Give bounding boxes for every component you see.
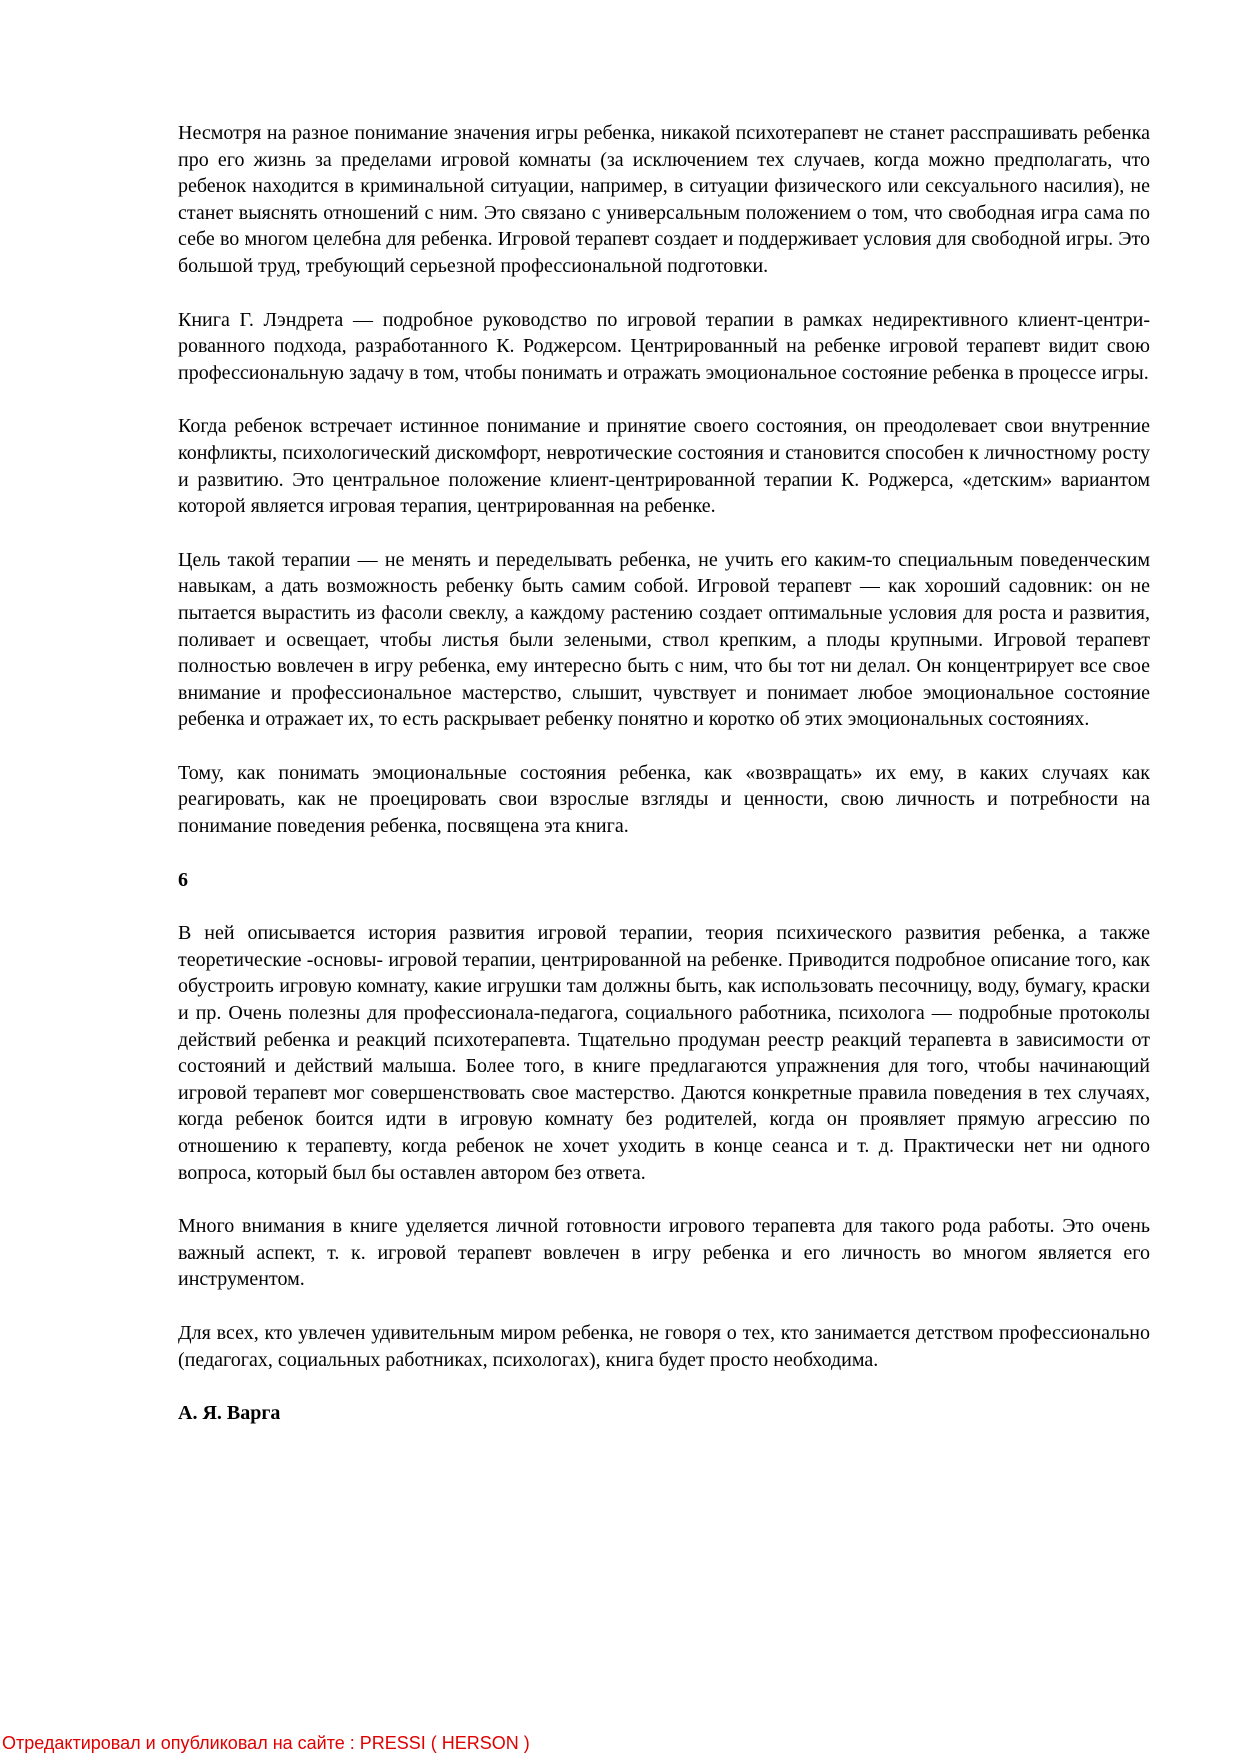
page-number: 6	[178, 868, 188, 891]
paragraph: Книга Г. Лэндрета — подробное руководство по игровой терапии в рамках недирективного клиент-центри-рованного подхода, разработанного К. Роджерсом. Центрированный на ребенке игровой терапевт видит свою профессиональную задачу в том, чтобы понимать и отражать эмоциональное состояние ребенка в процессе игры.	[178, 308, 1150, 384]
paragraph: Когда ребенок встречает истинное понимание и принятие своего состояния, он преодолевает свои внутренние конфликты, психологический дискомфорт, невротические состояния и становится способен к личностному росту и развитию. Это центральное положение клиент-центрированной терапии К. Роджерса, «детским» вариантом которой является игровая терапия, центрированная на ребенке.	[178, 415, 1150, 518]
paragraph: В ней описывается история развития игровой терапии, теория психического развития ребенка, а также теоретические -основы- игровой терапии, центрированной на ребенке. Приводится подробное описание того, как обустроить игровую комнату, какие игрушки там должны быть, как использовать песочницу, воду, бумагу, краски и пр. Очень полезны для профессионала-педагога, социального работника, психолога — подробные протоколы действий ребенка и реакций психотерапевта. Тщательно продуман реестр реакций терапевта в зависимости от состояний и действий малыша. Более того, в книге предлагаются упражнения для того, чтобы начинающий игровой терапевт мог совершенствовать свое мастерство. Даются конкретные правила поведения в тех случаях, когда ребенок боится идти в игровую комнату без родителей, когда он проявляет прямую агрессию по отношению к терапевту, когда ребенок не хочет уходить в конце сеанса и т. д. Практически нет ни одного вопроса, который был бы оставлен автором без ответа.	[178, 922, 1150, 1184]
paragraph: Для всех, кто увлечен удивительным миром ребенка, не говоря о тех, кто занимается детством профессионально (педагогах, социальных работниках, психологах), книга будет просто необходима.	[178, 1321, 1150, 1371]
footer-credit: Отредактировал и опубликовал на сайте : PRESSI ( HERSON )	[2, 1733, 530, 1753]
paragraph: Много внимания в книге уделяется личной готовности игрового терапевта для такого рода работы. Это очень важный аспект, т. к. игровой терапевт вовлечен в игру ребенка и его личность во многом является его инструментом.	[178, 1215, 1150, 1291]
document-body	[178, 120, 1150, 1427]
paragraph: Тому, как понимать эмоциональные состояния ребенка, как «возвращать» их ему, в каких случаях как реагировать, как не проецировать свои взрослые взгляды и ценности, свою личность и потребности на понимание поведения ребенка, посвящена эта книга.	[178, 761, 1150, 838]
paragraph: Цель такой терапии — не менять и переделывать ребенка, не учить его каким-то специальным поведенческим навыкам, а дать возможность ребенку быть самим собой. Игровой терапевт — как хороший садовник: он не пытается вырастить из фасоли свеклу, а каждому растению создает оптимальные условия для роста и развития, поливает и освещает, чтобы листья были зелеными, ствол крепким, а плоды крупными. Игровой терапевт полностью вовлечен в игру ребенка, ему интересно быть с ним, что бы тот ни делал. Он концентрирует все свое внимание и профессиональное мастерство, слышит, чувствует и понимает любое эмоциональное состояние ребенка и отражает их, то есть раскрывает ребенку понятно и коротко об этих эмоциональных состояниях.	[178, 548, 1150, 731]
author-signature: А. Я. Варга	[178, 1402, 281, 1425]
paragraph: Несмотря на разное понимание значения игры ребенка, никакой психотерапевт не станет расспрашивать ребенка про его жизнь за пределами игровой комнаты (за исключением тех случаев, когда можно предполагать, что ребенок находится в криминальной ситуации, например, в ситуации физического или сексуального насилия), не станет выяснять отношений с ним. Это связано с универсальным положением о том, что свободная игра сама по себе во многом целебна для ребенка. Игровой терапевт создает и поддерживает условия для свободной игры. Это большой труд, требующий серьезной профессиональной подготовки.	[178, 122, 1150, 277]
